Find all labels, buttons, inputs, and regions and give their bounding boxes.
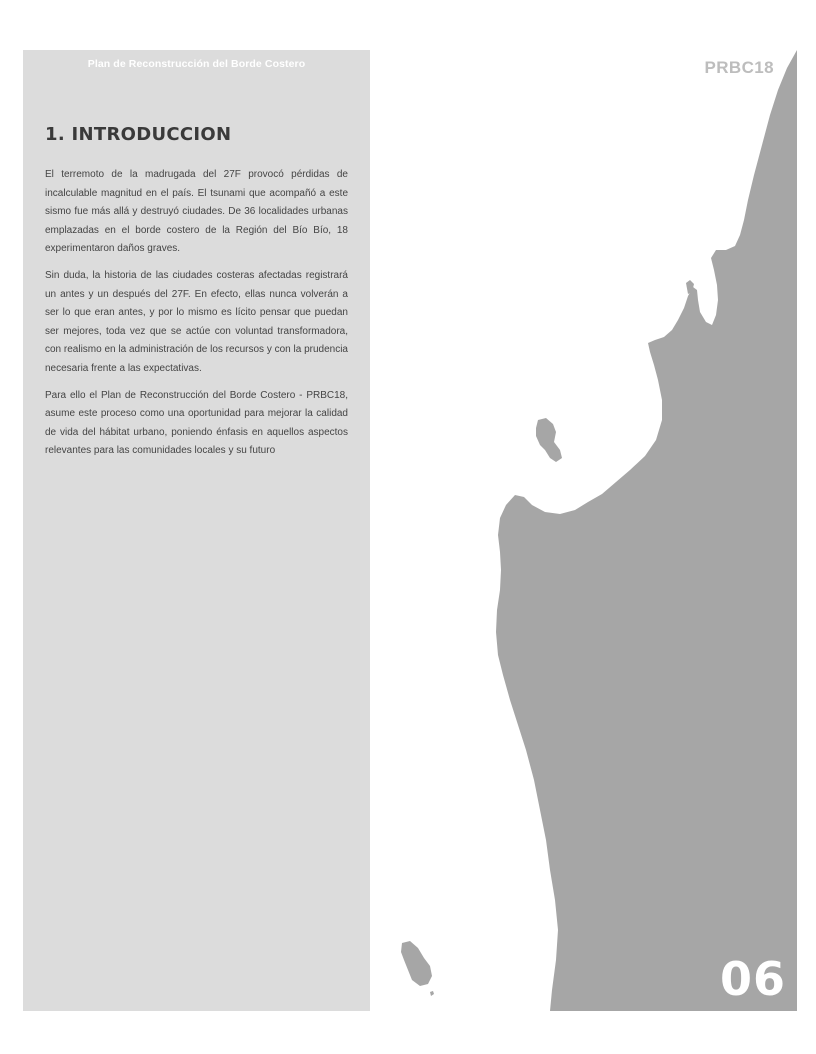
section-body xyxy=(45,166,348,469)
text-panel xyxy=(23,50,370,1011)
paragraph: Para ello el Plan de Reconstrucción del Borde Costero - PRBC18, asume este proceso como una oportunidad para mejorar la calidad de vida del hábitat urbano, poniendo énfasis en aquellos aspectos relevantes para las comunidades locales y su futuro xyxy=(45,389,348,457)
southern-island xyxy=(401,941,432,986)
running-title: Plan de Reconstrucción del Borde Costero xyxy=(87,58,306,70)
islet xyxy=(430,991,434,996)
small-island xyxy=(536,418,562,462)
mainland-landmass xyxy=(496,50,797,1011)
paragraph: Sin duda, la historia de las ciudades costeras afectadas registrará un antes y un después del 27F. En efecto, ellas nunca volverán a ser lo que eran antes, y por lo mismo es lícito pensar que puedan ser mejores, toda vez que se actúe con voluntad transformadora, con realismo en la administración de los recursos y con la prudencia necesaria frente a las expectativas. xyxy=(45,269,348,374)
section-heading: 1. INTRODUCCION xyxy=(45,124,232,145)
brand-label: PRBC18 xyxy=(704,58,774,77)
page-number: 06 xyxy=(719,952,786,1006)
paragraph: El terremoto de la madrugada del 27F provocó pérdidas de incalculable magnitud en el país. El tsunami que acompañó a este sismo fue más allá y destruyó ciudades. De 36 localidades urbanas emplazadas en el borde costero de la Región del Bío Bío, 18 experimentaron daños graves. xyxy=(45,169,348,255)
